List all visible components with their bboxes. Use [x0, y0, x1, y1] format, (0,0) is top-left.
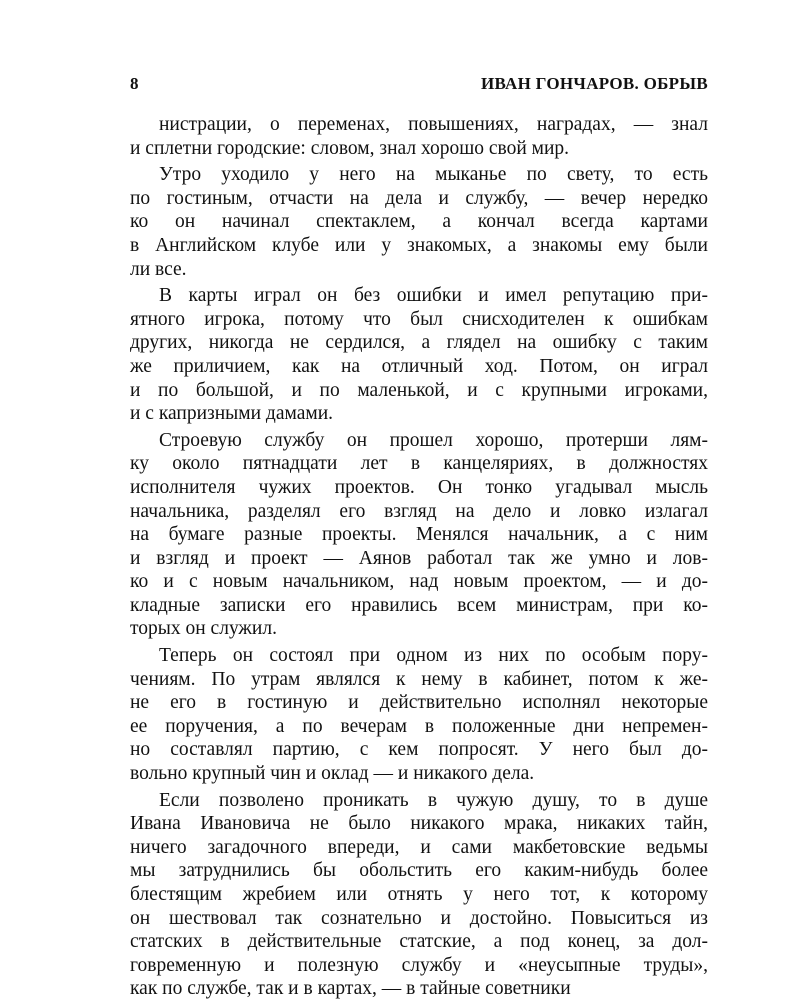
text-line: ятного игрока, потому что был снисходителен к ошибкам — [130, 308, 708, 330]
paragraph — [130, 163, 708, 281]
running-title: ИВАН ГОНЧАРОВ. ОБРЫВ — [480, 74, 708, 93]
text-line: ку около пятнадцати лет в канцеляриях, в должностях — [130, 453, 708, 475]
text-line: ее поручения, а по вечерам в положенные дни непремен- — [130, 715, 708, 737]
text-line: ко он начинал спектаклем, а кончал всегда картами — [130, 211, 708, 233]
text-line: говременную и полезную службу и «неусыпные труды», — [130, 954, 708, 976]
text-line: В карты играл он без ошибки и имел репутацию при- — [159, 285, 708, 307]
text-line: вольно крупный чин и оклад — и никакого дела. — [130, 763, 535, 785]
text-line: ли все. — [130, 258, 187, 280]
paragraph — [130, 113, 708, 160]
paragraph — [130, 789, 708, 1001]
text-line: начальника, разделял его взгляд на дело и ловко излагал — [130, 500, 708, 522]
text-line: торых он служил. — [130, 618, 277, 640]
text-line: Ивана Ивановича не было никакого мрака, никаких тайн, — [130, 813, 708, 835]
text-line: кладные записки его нравились всем министрам, при ко- — [130, 594, 708, 616]
text-line: Строевую службу он прошел хорошо, протерши лям- — [159, 429, 708, 451]
paragraph — [130, 284, 708, 426]
text-line: он шествовал так сознательно и достойно. Повыситься из — [130, 907, 708, 929]
text-line: мы затруднились бы обольстить его каким-нибудь более — [130, 860, 708, 882]
text-line: Теперь он состоял при одном из них по особым пору- — [159, 645, 708, 667]
text-line: ничего загадочного впереди, и сами макбетовские ведьмы — [130, 836, 708, 858]
text-line: как по службе, так и в картах, — в тайные советники — [130, 978, 571, 1000]
text-line: чениям. По утрам являлся к нему в кабинет, потом к же- — [130, 668, 708, 690]
text-line: и с капризными дамами. — [130, 403, 334, 425]
text-line: же приличием, как на отличный ход. Потом, он играл — [130, 355, 708, 377]
paragraph — [130, 644, 708, 786]
text-line: ко и с новым начальником, над новым проектом, — и до- — [130, 571, 708, 593]
text-line: других, никогда не сердился, а глядел на ошибку с таким — [130, 332, 708, 354]
running-head — [130, 71, 708, 97]
text-line: на бумаге разные проекты. Менялся начальник, а с ним — [130, 524, 708, 546]
text-line: блестящим жребием или отнять у него тот, к которому — [130, 884, 708, 905]
text-line: статских в действительные статские, а под конец, за дол- — [130, 931, 708, 953]
text-line: Если позволено проникать в чужую душу, то в душе — [159, 789, 708, 811]
text-line: в Английском клубе или у знакомых, а знакомы ему были — [130, 234, 708, 256]
text-line: и по большой, и по маленькой, и с крупными игроками, — [130, 379, 708, 401]
body-text — [130, 113, 708, 1004]
text-line: по гостиным, отчасти на дела и службу, — вечер нередко — [130, 187, 708, 209]
text-line: и сплетни городские: словом, знал хорошо свой мир. — [130, 137, 570, 159]
text-line: нистрации, о переменах, повышениях, наградах, — знал — [159, 114, 708, 135]
page-number: 8 — [130, 74, 139, 93]
text-line: но составлял партию, с кем попросят. У него был до- — [130, 739, 708, 761]
text-line: и взгляд и проект — Аянов работал так же умно и лов- — [130, 547, 708, 569]
text-line: не его в гостиную и действительно исполнял некоторые — [130, 692, 708, 714]
text-line: Утро уходило у него на мыканье по свету, то есть — [159, 164, 708, 186]
paragraph — [130, 429, 708, 641]
text-line: исполнителя чужих проектов. Он тонко угадывал мысль — [130, 476, 708, 498]
